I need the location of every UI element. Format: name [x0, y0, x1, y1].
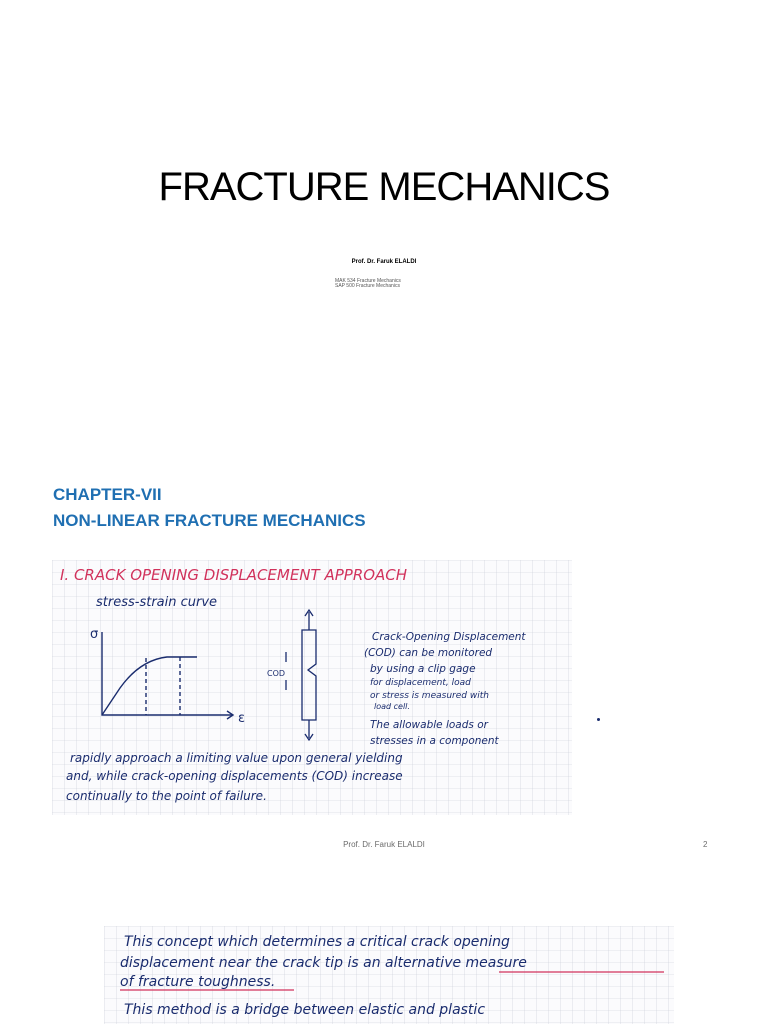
author-name: Prof. Dr. Faruk ELALDI — [351, 259, 417, 265]
note-line: of fracture toughness. — [120, 974, 276, 990]
notes-heading: I. CRACK OPENING DISPLACEMENT APPROACH — [60, 566, 408, 584]
note-line: and, while crack-opening displacements (COD) increase — [66, 769, 403, 783]
curve-label: stress-strain curve — [96, 595, 218, 610]
note-line: or stress is measured with — [370, 691, 489, 701]
note-line: by using a clip gage — [370, 663, 476, 675]
slide-footer: Prof. Dr. Faruk ELALDI — [343, 840, 425, 849]
chapter-slide — [0, 450, 768, 870]
note-line: This method is a bridge between elastic and plastic — [124, 1002, 486, 1018]
note-line: Crack-Opening Displacement — [372, 631, 526, 643]
note-line: for displacement, load — [370, 678, 471, 688]
course-list — [335, 279, 401, 289]
chapter-heading — [53, 482, 366, 534]
chapter-number: CHAPTER-VII — [53, 485, 162, 504]
epsilon-label: ε — [238, 711, 246, 726]
note-line: The allowable loads or — [370, 719, 488, 731]
course-line: SAP 500 Fracture Mechanics — [335, 283, 400, 289]
note-line: This concept which determines a critical crack opening — [124, 934, 510, 950]
bullet-dot — [597, 718, 600, 721]
note-line: stresses in a component — [370, 735, 499, 747]
cod-label: COD — [267, 669, 286, 678]
chapter-subtitle: NON-LINEAR FRACTURE MECHANICS — [53, 511, 366, 530]
note-line: displacement near the crack tip is an alternative measure — [120, 955, 527, 971]
note-line: rapidly approach a limiting value upon general yielding — [70, 751, 403, 765]
next-slide — [0, 880, 768, 1024]
note-line: load cell. — [374, 702, 410, 711]
sigma-label: σ — [90, 627, 99, 642]
handwritten-notes-image — [52, 560, 572, 815]
course-line: MAK 534 Fracture Mechanics — [335, 278, 401, 284]
handwritten-notes-image-2 — [104, 926, 674, 1024]
title-slide — [0, 0, 768, 440]
note-line: continually to the point of failure. — [66, 789, 267, 803]
page-number: 2 — [703, 840, 708, 849]
slide-title: FRACTURE MECHANICS — [158, 165, 610, 209]
note-line: (COD) can be monitored — [364, 647, 493, 659]
